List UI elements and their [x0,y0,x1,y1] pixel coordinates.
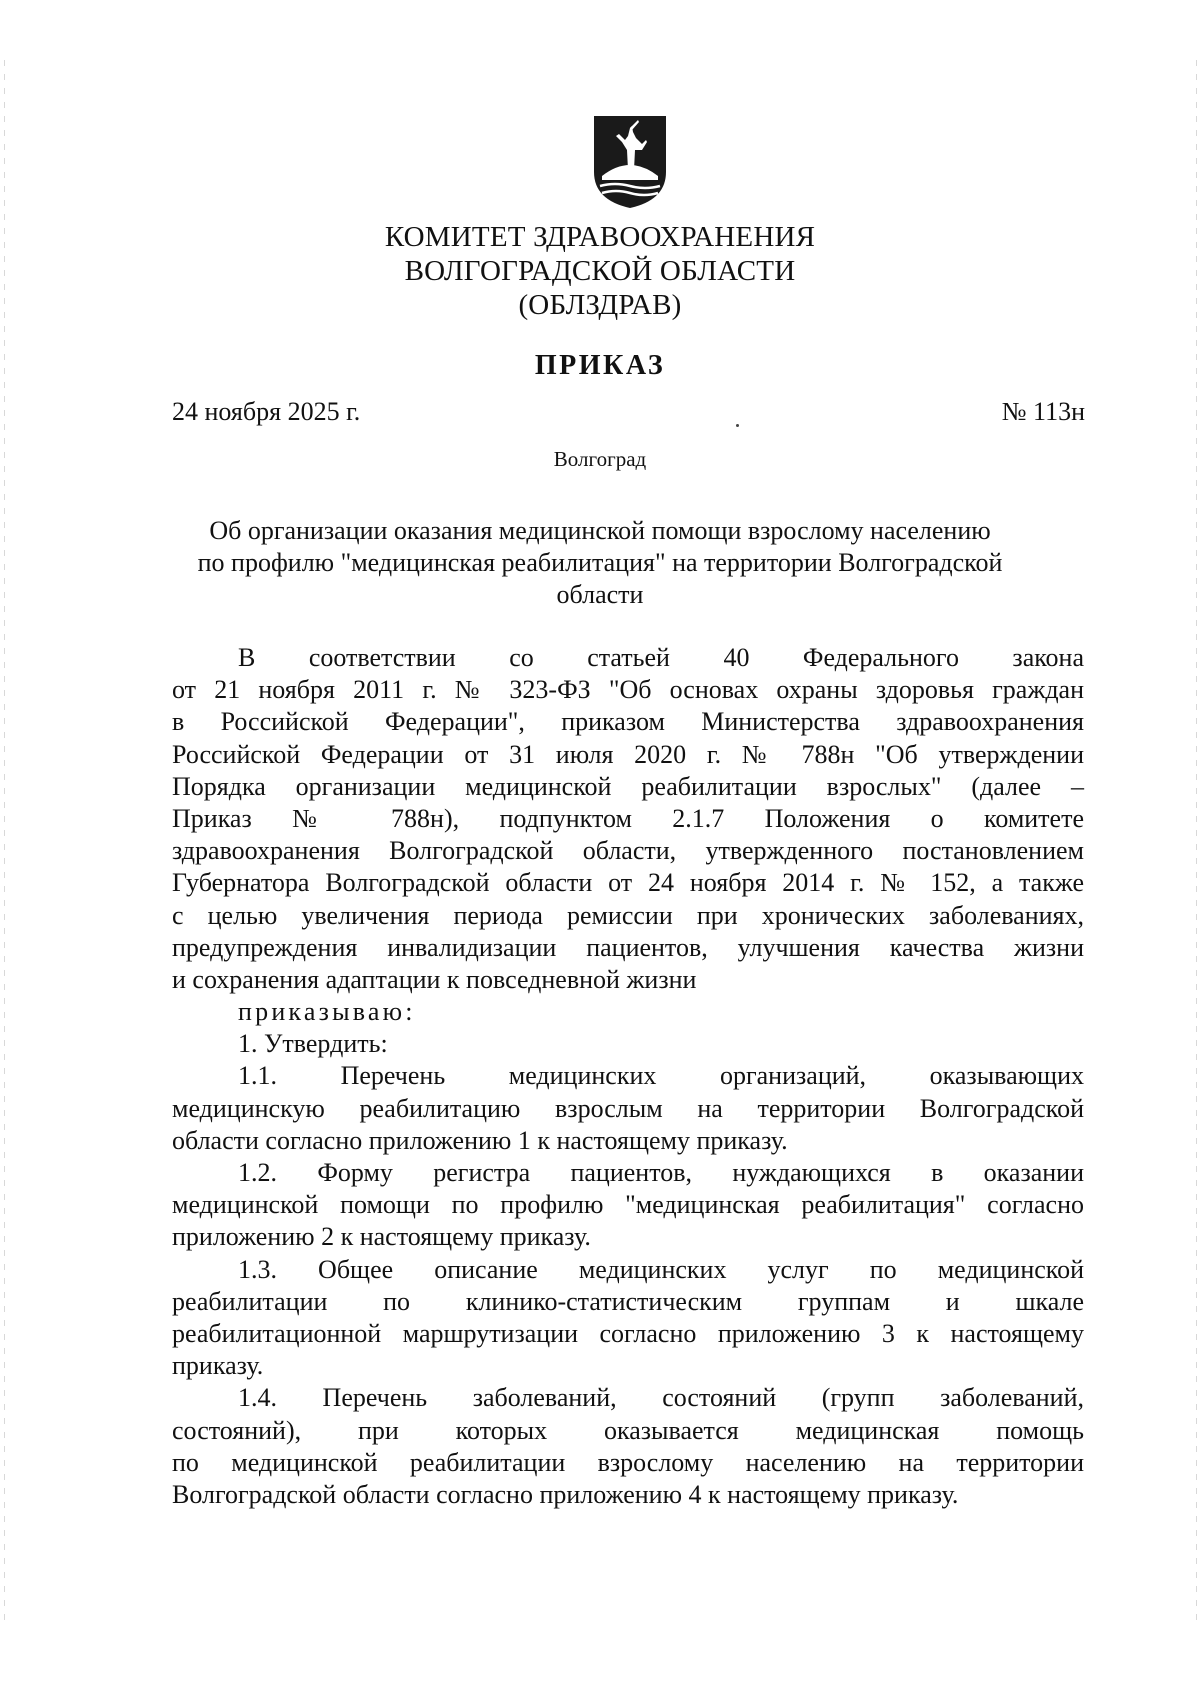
preamble-line: Порядка организации медицинской реабилитации взрослых" (далее – [172,771,1084,801]
item-1-3-line: приказу. [172,1351,264,1381]
order-number: № 113н [1001,397,1085,426]
item-1-3-line: реабилитации по клинико-статистическим группам и шкале [172,1286,1084,1316]
document-type-title: ПРИКАЗ [534,350,666,381]
preamble-line: с целью увеличения периода ремиссии при хронических заболеваниях, [172,900,1084,930]
order-body [172,642,1084,1511]
subject-line: Об организации оказания медицинской помощи взрослому населению [209,516,991,545]
order-subject [150,515,1050,611]
item-1-2-line: 1.2. Форму регистра пациентов, нуждающихся в оказании [238,1158,1084,1187]
preamble-line: от 21 ноября 2011 г. № 323-ФЗ "Об основах охраны здоровья граждан [172,675,1084,705]
organization-name [0,220,1200,322]
issue-city: Волгоград [553,447,647,471]
subject-line: по профилю "медицинская реабилитация" на территории Волгоградской [197,548,1003,577]
order-date: 24 ноября 2025 г. [172,397,361,426]
coat-of-arms-emblem [592,114,668,210]
preamble-line: В соответствии со статьей 40 Федерального закона [238,643,1084,672]
subject-line: области [556,580,644,609]
preamble-line: и сохранения адаптации к повседневной жизни [172,964,697,994]
scan-dot [736,424,739,427]
item-1: 1. Утвердить: [238,1029,388,1059]
item-1-3-line: реабилитационной маршрутизации согласно приложению 3 к настоящему [172,1318,1084,1348]
org-line: ВОЛГОГРАДСКОЙ ОБЛАСТИ [404,255,796,287]
item-1-4-line: по медицинской реабилитации взрослому населению на территории [172,1447,1084,1477]
preamble-line: Губернатора Волгоградской области от 24 ноября 2014 г. № 152, а также [172,868,1084,898]
item-1-1-line: области согласно приложению 1 к настоящему приказу. [172,1125,788,1155]
item-1-4-line: 1.4. Перечень заболеваний, состояний (групп заболеваний, [238,1383,1084,1413]
preamble-line: здравоохранения Волгоградской области, утвержденного постановлением [172,836,1084,866]
org-line: КОМИТЕТ ЗДРАВООХРАНЕНИЯ [384,221,816,253]
item-1-2-line: приложению 2 к настоящему приказу. [172,1222,591,1252]
item-1-2-line: медицинской помощи по профилю "медицинская реабилитация" согласно [172,1190,1084,1220]
preamble-line: в Российской Федерации", приказом Министерства здравоохранения [172,707,1084,737]
order-word: приказываю: [238,997,416,1027]
item-1-4-line: Волгоградской области согласно приложению 4 к настоящему приказу. [172,1479,959,1509]
item-1-1-line: медицинскую реабилитацию взрослым на территории Волгоградской [172,1093,1084,1123]
item-1-1-line: 1.1. Перечень медицинских организаций, оказывающих [238,1061,1084,1091]
item-1-3-line: 1.3. Общее описание медицинских услуг по медицинской [238,1254,1084,1284]
org-line: (ОБЛЗДРАВ) [518,289,682,321]
item-1-4-line: состояний), при которых оказывается медицинская помощь [172,1415,1084,1445]
preamble-line: предупреждения инвалидизации пациентов, улучшения качества жизни [172,932,1084,962]
preamble-line: Приказ № 788н), подпунктом 2.1.7 Положения о комитете [172,803,1084,833]
preamble-line: Российской Федерации от 31 июля 2020 г. № 788н "Об утверждении [172,739,1084,769]
